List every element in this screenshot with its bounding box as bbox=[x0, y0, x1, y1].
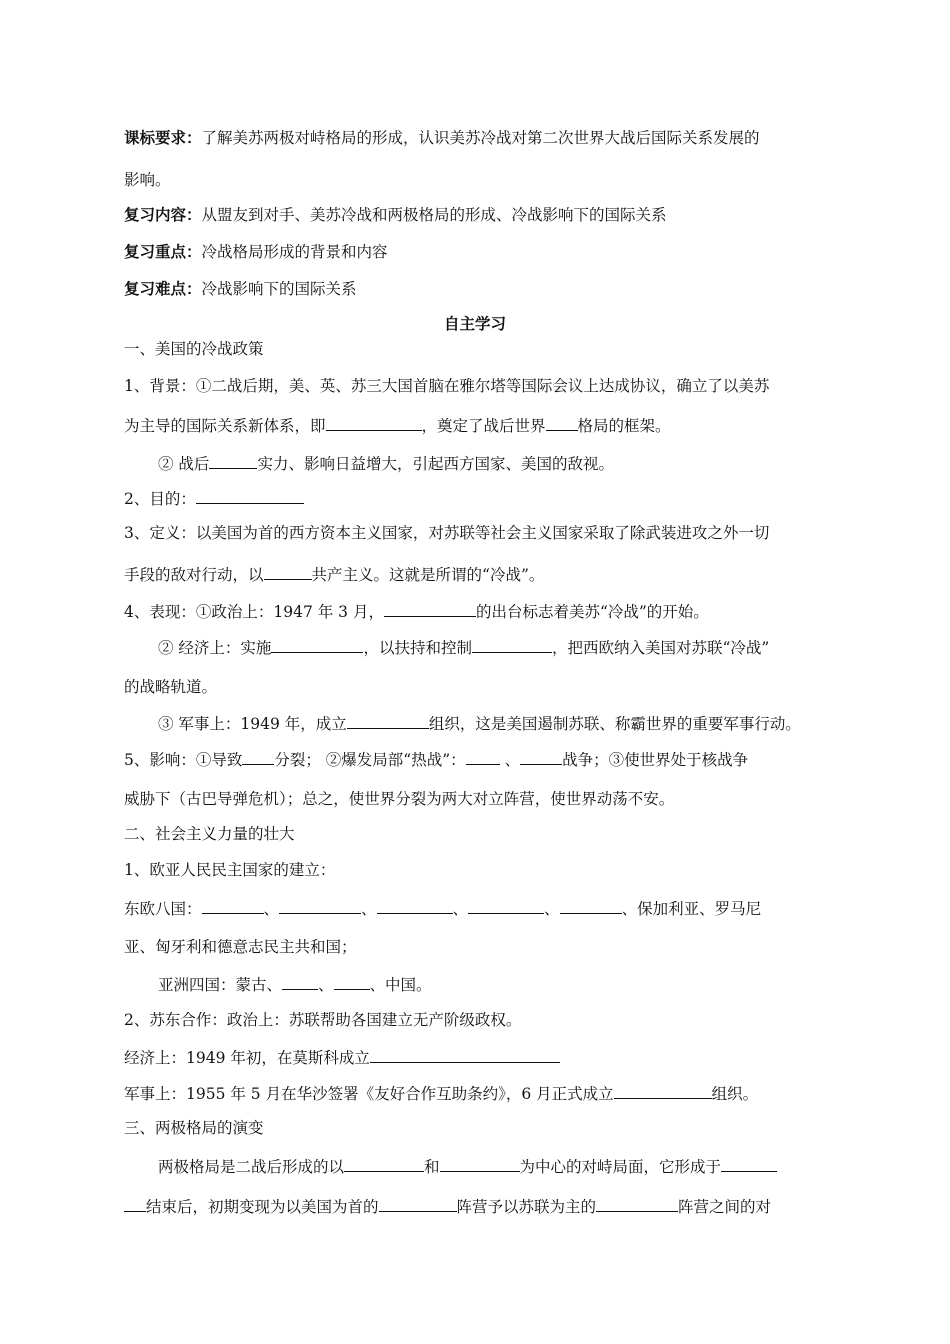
blank[interactable] bbox=[279, 896, 361, 914]
blank[interactable] bbox=[560, 896, 622, 914]
background-line-3 bbox=[158, 451, 614, 475]
text: 、保加利亚、罗马尼 bbox=[621, 900, 762, 918]
background-line-2 bbox=[124, 413, 671, 437]
establishment-line: 1、欧亚人民民主国家的建立： bbox=[124, 861, 336, 879]
text: ② 战后 bbox=[158, 455, 210, 473]
review-key-point bbox=[124, 241, 388, 263]
blank[interactable] bbox=[546, 413, 578, 431]
diff-label: 复习难点： bbox=[124, 279, 202, 298]
text: 4、表现：①政治上：1947 年 3 月， bbox=[124, 603, 384, 621]
text: 共产主义。这就是所谓的“冷战”。 bbox=[311, 566, 545, 584]
text: 、 bbox=[452, 900, 469, 918]
content-label: 复习内容： bbox=[124, 205, 202, 224]
blank[interactable] bbox=[196, 486, 304, 504]
content-text: 从盟友到对手、美苏冷战和两极格局的形成、冷战影响下的国际关系 bbox=[201, 206, 667, 224]
text: 、 bbox=[361, 900, 377, 918]
text: 手段的敌对行动，以 bbox=[124, 566, 264, 584]
blank[interactable] bbox=[124, 1194, 146, 1212]
asia-line bbox=[158, 972, 432, 996]
review-content bbox=[124, 204, 667, 226]
text: ，奠定了战后世界 bbox=[421, 417, 546, 435]
blank[interactable] bbox=[468, 896, 544, 914]
req-text: 了解美苏两极对峙格局的形成，认识美苏冷战对第二次世界大战后国际关系发展的 bbox=[201, 129, 760, 147]
text: 两极格局是二战后形成的以 bbox=[158, 1158, 345, 1176]
text: 为主导的国际关系新体系，即 bbox=[124, 417, 326, 435]
text: ② 经济上：实施 bbox=[158, 639, 272, 657]
goal-line bbox=[124, 486, 304, 510]
east-europe-line-cont: 亚、匈牙利和德意志民主共和国； bbox=[124, 938, 357, 956]
req-text-cont: 影响。 bbox=[124, 171, 171, 189]
blank[interactable] bbox=[466, 747, 500, 765]
text: 分裂； ②爆发局部“热战”： bbox=[274, 751, 466, 769]
key-text: 冷战格局形成的背景和内容 bbox=[201, 243, 388, 261]
text: 、 bbox=[263, 900, 280, 918]
blank[interactable] bbox=[264, 562, 312, 580]
blank[interactable] bbox=[379, 1194, 457, 1212]
politics-line bbox=[124, 599, 709, 623]
diff-text: 冷战影响下的国际关系 bbox=[201, 280, 357, 298]
blank[interactable] bbox=[344, 1154, 424, 1172]
blank[interactable] bbox=[596, 1194, 678, 1212]
text: 实力、影响日益增大，引起西方国家、美国的敌视。 bbox=[257, 455, 614, 473]
text: 战争；③使世界处于核战争 bbox=[562, 751, 749, 769]
blank[interactable] bbox=[472, 635, 552, 653]
text: 阵营之间的对 bbox=[678, 1198, 772, 1216]
req-label: 课标要求： bbox=[124, 128, 202, 147]
section-2-heading: 二、社会主义力量的壮大 bbox=[124, 825, 295, 843]
text: 5、影响：①导致 bbox=[124, 751, 243, 769]
blank[interactable] bbox=[334, 972, 370, 990]
text: 和 bbox=[424, 1158, 440, 1176]
blank[interactable] bbox=[370, 1045, 560, 1063]
bipolar-line-2 bbox=[124, 1194, 771, 1218]
text: 、中国。 bbox=[369, 976, 432, 994]
blank[interactable] bbox=[377, 896, 453, 914]
text: 2、目的： bbox=[124, 490, 196, 508]
text: 的出台标志着美苏“冷战”的开始。 bbox=[475, 603, 709, 621]
cooperation-economy-line bbox=[124, 1045, 560, 1069]
definition-line-1: 3、定义：以美国为首的西方资本主义国家，对苏联等社会主义国家采取了除武装进攻之外一切 bbox=[124, 524, 770, 542]
blank[interactable] bbox=[202, 896, 264, 914]
definition-line-2 bbox=[124, 562, 544, 586]
text: 军事上：1955 年 5 月在华沙签署《友好合作互助条约》，6 月正式成立 bbox=[124, 1085, 614, 1103]
text: 、 bbox=[499, 751, 521, 769]
military-line bbox=[158, 711, 801, 735]
section-3-heading: 三、两极格局的演变 bbox=[124, 1119, 264, 1137]
blank[interactable] bbox=[347, 711, 429, 729]
background-line-1: 1、背景：①二战后期，美、英、苏三大国首脑在雅尔塔等国际会议上达成协议，确立了以美苏 bbox=[124, 377, 770, 395]
text: ，把西欧纳入美国对苏联“冷战” bbox=[551, 639, 770, 657]
text: 阵营予以苏联为主的 bbox=[456, 1198, 597, 1216]
blank[interactable] bbox=[721, 1154, 777, 1172]
text: 组织，这是美国遏制苏联、称霸世界的重要军事行动。 bbox=[428, 715, 801, 733]
text: 经济上：1949 年初，在莫斯科成立 bbox=[124, 1049, 370, 1067]
impact-line-2: 威胁下（古巴导弹危机）；总之，使世界分裂为两大对立阵营，使世界动荡不安。 bbox=[124, 790, 675, 808]
text: 结束后，初期变现为以美国为首的 bbox=[146, 1198, 379, 1216]
blank[interactable] bbox=[242, 747, 274, 765]
blank[interactable] bbox=[271, 635, 363, 653]
text: ，以扶持和控制 bbox=[363, 639, 472, 657]
text: 亚洲四国：蒙古、 bbox=[158, 976, 283, 994]
economy-line bbox=[158, 635, 769, 659]
text: 、 bbox=[544, 900, 560, 918]
blank[interactable] bbox=[209, 451, 257, 469]
review-difficulty bbox=[124, 278, 357, 300]
blank[interactable] bbox=[282, 972, 318, 990]
curriculum-requirement bbox=[124, 127, 760, 149]
text: 组织。 bbox=[711, 1085, 759, 1103]
text: ③ 军事上：1949 年，成立 bbox=[158, 715, 347, 733]
impact-line-1 bbox=[124, 747, 748, 771]
key-label: 复习重点： bbox=[124, 242, 202, 261]
east-europe-line bbox=[124, 896, 761, 920]
economy-line-cont: 的战略轨道。 bbox=[124, 678, 218, 696]
text: 为中心的对峙局面，它形成于 bbox=[519, 1158, 722, 1176]
section-title: 自主学习 bbox=[443, 314, 506, 333]
blank[interactable] bbox=[326, 413, 422, 431]
cooperation-military-line bbox=[124, 1081, 758, 1105]
blank[interactable] bbox=[614, 1081, 712, 1099]
text: 、 bbox=[318, 976, 334, 994]
blank[interactable] bbox=[440, 1154, 520, 1172]
text: 东欧八国： bbox=[124, 900, 202, 918]
bipolar-line-1 bbox=[158, 1154, 777, 1178]
section-1-heading: 一、美国的冷战政策 bbox=[124, 340, 264, 358]
cooperation-line: 2、苏东合作：政治上：苏联帮助各国建立无产阶级政权。 bbox=[124, 1011, 522, 1029]
blank[interactable] bbox=[384, 599, 476, 617]
blank[interactable] bbox=[520, 747, 562, 765]
text: 格局的框架。 bbox=[577, 417, 671, 435]
